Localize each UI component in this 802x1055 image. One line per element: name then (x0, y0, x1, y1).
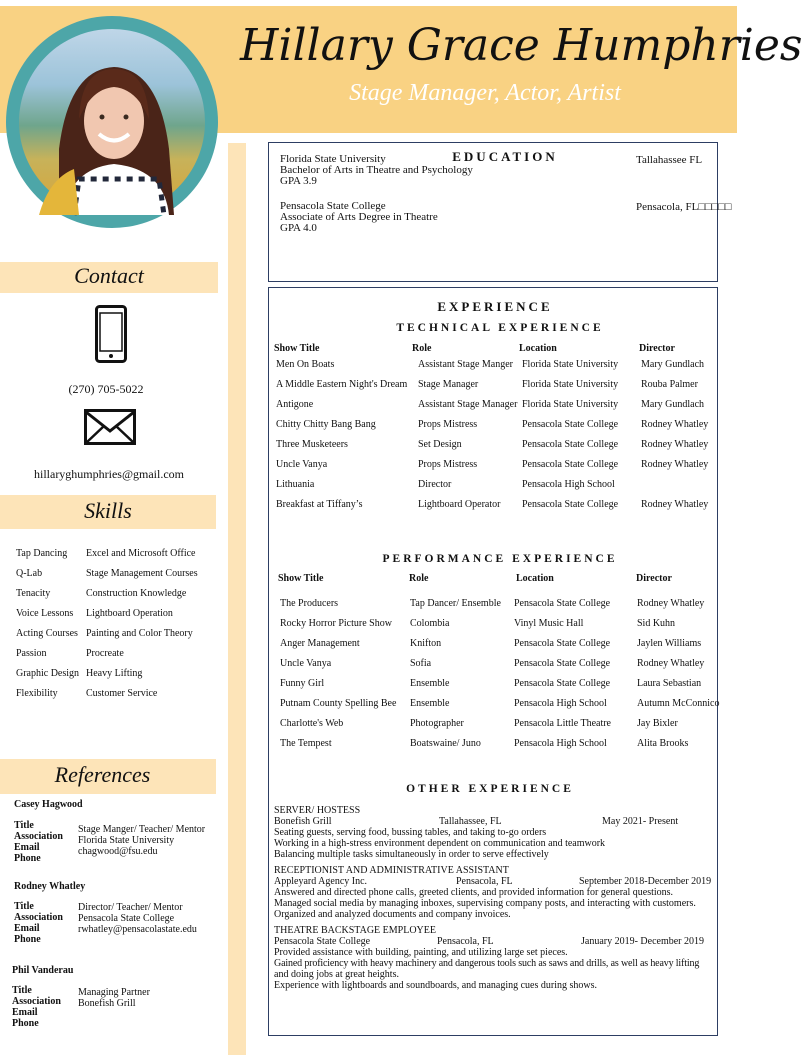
table-header: Show Title (278, 573, 324, 584)
table-cell: Knifton (410, 638, 442, 649)
technical-col-show (276, 359, 407, 519)
table-cell: Pensacola High School (514, 738, 607, 749)
table-cell: Sid Kuhn (637, 618, 676, 629)
table-cell: Autumn McConnico (637, 698, 720, 709)
skill-item: Customer Service (86, 688, 158, 699)
performance-col-role (410, 598, 501, 758)
table-cell: Ensemble (410, 678, 450, 689)
table-cell: Funny Girl (280, 678, 325, 689)
contact-email[interactable]: hillaryghumphries@gmail.com (33, 467, 185, 481)
table-cell: Lightboard Operator (418, 499, 501, 510)
education-location: Tallahassee FL (636, 154, 703, 166)
table-cell: Rodney Whatley (641, 499, 709, 510)
table-cell: Vinyl Music Hall (514, 618, 584, 629)
skill-item: Graphic Design (16, 668, 80, 679)
table-cell: Laura Sebastian (637, 678, 702, 689)
table-cell: Florida State University (522, 379, 619, 390)
table-cell: Jay Bixler (637, 718, 678, 729)
table-header: Director (639, 343, 675, 354)
mail-icon (84, 409, 136, 445)
table-cell: Pensacola State College (514, 638, 611, 649)
table-cell: Pensacola State College (522, 419, 619, 430)
table-cell: Rodney Whatley (637, 598, 705, 609)
skill-item: Heavy Lifting (86, 668, 143, 679)
table-cell: The Tempest (280, 738, 332, 749)
table-cell: Breakfast at Tiffany’s (276, 499, 363, 510)
table-cell: The Producers (280, 598, 339, 609)
table-header: Location (519, 343, 557, 354)
table-cell: Assistant Stage Manager (418, 399, 518, 410)
table-cell: Pensacola State College (522, 459, 619, 470)
skill-item: Tenacity (16, 588, 51, 599)
table-cell: Director (418, 479, 452, 490)
performance-col-location (514, 598, 611, 758)
left-accent-strip (228, 143, 246, 1055)
table-cell: Stage Manager (418, 379, 479, 390)
skill-item: Flexibility (16, 688, 58, 699)
table-cell: Colombia (410, 618, 450, 629)
skill-item: Construction Knowledge (86, 588, 187, 599)
table-cell (641, 479, 708, 499)
table-header: Role (409, 573, 429, 584)
table-cell: Pensacola State College (514, 658, 611, 669)
table-cell: Uncle Vanya (280, 658, 332, 669)
table-cell: Lithuania (276, 479, 315, 490)
reference-labels: Title Association Email Phone (14, 820, 63, 864)
performance-title: PERFORMANCE EXPERIENCE (382, 553, 618, 565)
table-cell: Assistant Stage Manger (418, 359, 513, 370)
table-cell: Boatswaine/ Juno (410, 738, 481, 749)
table-cell: Pensacola State College (522, 439, 619, 450)
skill-item: Passion (16, 648, 47, 659)
reference-details: Stage Manger/ Teacher/ Mentor Florida State University chagwood@fsu.edu (78, 824, 206, 857)
table-cell: Mary Gundlach (641, 399, 705, 410)
table-cell: Pensacola High School (522, 479, 615, 490)
table-cell: Rodney Whatley (637, 658, 705, 669)
table-cell: Rodney Whatley (641, 419, 709, 430)
education-entry: Pensacola State College Associate of Arts Degree in Theatre GPA 4.0 (280, 200, 438, 234)
technical-col-role (418, 359, 517, 519)
skills-col1 (16, 548, 79, 708)
skill-item: Acting Courses (16, 628, 78, 639)
table-cell: Men On Boats (276, 359, 335, 370)
reference-details: Managing Partner Bonefish Grill (78, 987, 150, 1009)
table-cell: Rodney Whatley (641, 459, 709, 470)
table-cell: Mary Gundlach (641, 359, 705, 370)
portrait-illustration (19, 29, 205, 215)
reference-name: Phil Vanderau (12, 965, 74, 976)
table-cell: Pensacola State College (522, 499, 619, 510)
reference-name: Rodney Whatley (14, 881, 86, 892)
table-cell: Antigone (276, 399, 314, 410)
job-block: RECEPTIONIST AND ADMINISTRATIVE ASSISTANT Appleyard Agency Inc. Pensacola, FL September 2018-December 2019 Answered and directed phone calls, greeted clients, and provided information for general questions. Managed social media by managing inboxes, supervising company posts, and interacting with customers. Organized and analyzed documents and company invoices. (274, 865, 712, 920)
table-cell: Putnam County Spelling Bee (280, 698, 397, 709)
table-cell: Pensacola Little Theatre (514, 718, 611, 729)
table-cell: Charlotte's Web (280, 718, 344, 729)
contact-title: Contact (74, 263, 144, 288)
table-cell: Anger Management (280, 638, 360, 649)
technical-col-location (522, 359, 618, 519)
technical-col-director (641, 359, 708, 519)
table-cell: Rodney Whatley (641, 439, 709, 450)
education-location: Pensacola, FL□□□□□ (636, 201, 732, 213)
skill-item: Procreate (86, 648, 124, 659)
skill-item: Tap Dancing (16, 548, 68, 559)
table-cell: A Middle Eastern Night's Dream (276, 379, 408, 390)
table-header: Location (516, 573, 554, 584)
performance-col-show (280, 598, 396, 758)
technical-title: TECHNICAL EXPERIENCE (396, 322, 604, 334)
job-block: THEATRE BACKSTAGE EMPLOYEE Pensacola State College Pensacola, FL January 2019- December 2019 Provided assistance with building, painting, and utilizing large set pieces. Gained proficiency with heavy machinery and dangerous tools such as saws and drills, as well as heavy lifting and doing jobs at great heights. Experience with lightboards and soundboards, and managing cues during shows. (274, 925, 705, 991)
skill-item: Stage Management Courses (86, 568, 198, 579)
table-header: Role (412, 343, 432, 354)
table-cell: Rouba Palmer (641, 379, 698, 390)
table-cell: Jaylen Williams (637, 638, 702, 649)
page-subtitle: Stage Manager, Actor, Artist (349, 80, 621, 106)
skills-col2 (86, 548, 198, 708)
table-cell: Photographer (410, 718, 464, 729)
skill-item: Lightboard Operation (86, 608, 173, 619)
table-cell: Alita Brooks (637, 738, 689, 749)
skill-item: Painting and Color Theory (86, 628, 193, 639)
table-cell: Props Mistress (418, 419, 478, 430)
phone-icon (95, 305, 127, 363)
education-entry: Florida State University Bachelor of Arts in Theatre and Psychology GPA 3.9 (280, 153, 473, 187)
table-cell: Sofia (410, 658, 432, 669)
other-title: OTHER EXPERIENCE (406, 783, 574, 795)
table-cell: Chitty Chitty Bang Bang (276, 419, 376, 430)
table-cell: Set Design (418, 439, 462, 450)
table-cell: Three Musketeers (276, 439, 348, 450)
table-cell: Ensemble (410, 698, 450, 709)
skill-item: Voice Lessons (16, 608, 74, 619)
table-header: Show Title (274, 343, 320, 354)
table-cell: Florida State University (522, 359, 619, 370)
table-header: Director (636, 573, 672, 584)
table-cell: Uncle Vanya (276, 459, 328, 470)
reference-labels: Title Association Email Phone (12, 985, 61, 1029)
table-cell: Pensacola State College (514, 598, 611, 609)
performance-col-director (637, 598, 720, 758)
experience-title: EXPERIENCE (437, 299, 553, 314)
job-block: SERVER/ HOSTESS Bonefish Grill Tallahassee, FL May 2021- Present Seating guests, serving food, bussing tables, and taking to-go orders Working in a high-stress environment dependent on communication and teamwork Balancing multiple tasks simultaneously in order to serve effectively (274, 805, 679, 860)
references-title: References (54, 762, 151, 787)
table-cell: Pensacola State College (514, 678, 611, 689)
skill-item: Q-Lab (16, 568, 43, 579)
table-cell: Pensacola High School (514, 698, 607, 709)
table-cell: Rocky Horror Picture Show (280, 618, 392, 629)
table-cell: Props Mistress (418, 459, 478, 470)
skill-item: Excel and Microsoft Office (86, 548, 196, 559)
education-title: EDUCATION (452, 149, 558, 164)
skills-title: Skills (84, 498, 132, 523)
contact-phone: (270) 705-5022 (68, 382, 144, 396)
table-cell: Tap Dancer/ Ensemble (410, 598, 501, 609)
reference-labels: Title Association Email Phone (14, 901, 63, 945)
reference-name: Casey Hagwood (14, 799, 83, 810)
page-title: Hillary Grace Humphries (240, 20, 802, 71)
avatar (19, 29, 205, 215)
table-cell: Florida State University (522, 399, 619, 410)
reference-details: Director/ Teacher/ Mentor Pensacola State College rwhatley@pensacolastate.edu (78, 902, 197, 935)
